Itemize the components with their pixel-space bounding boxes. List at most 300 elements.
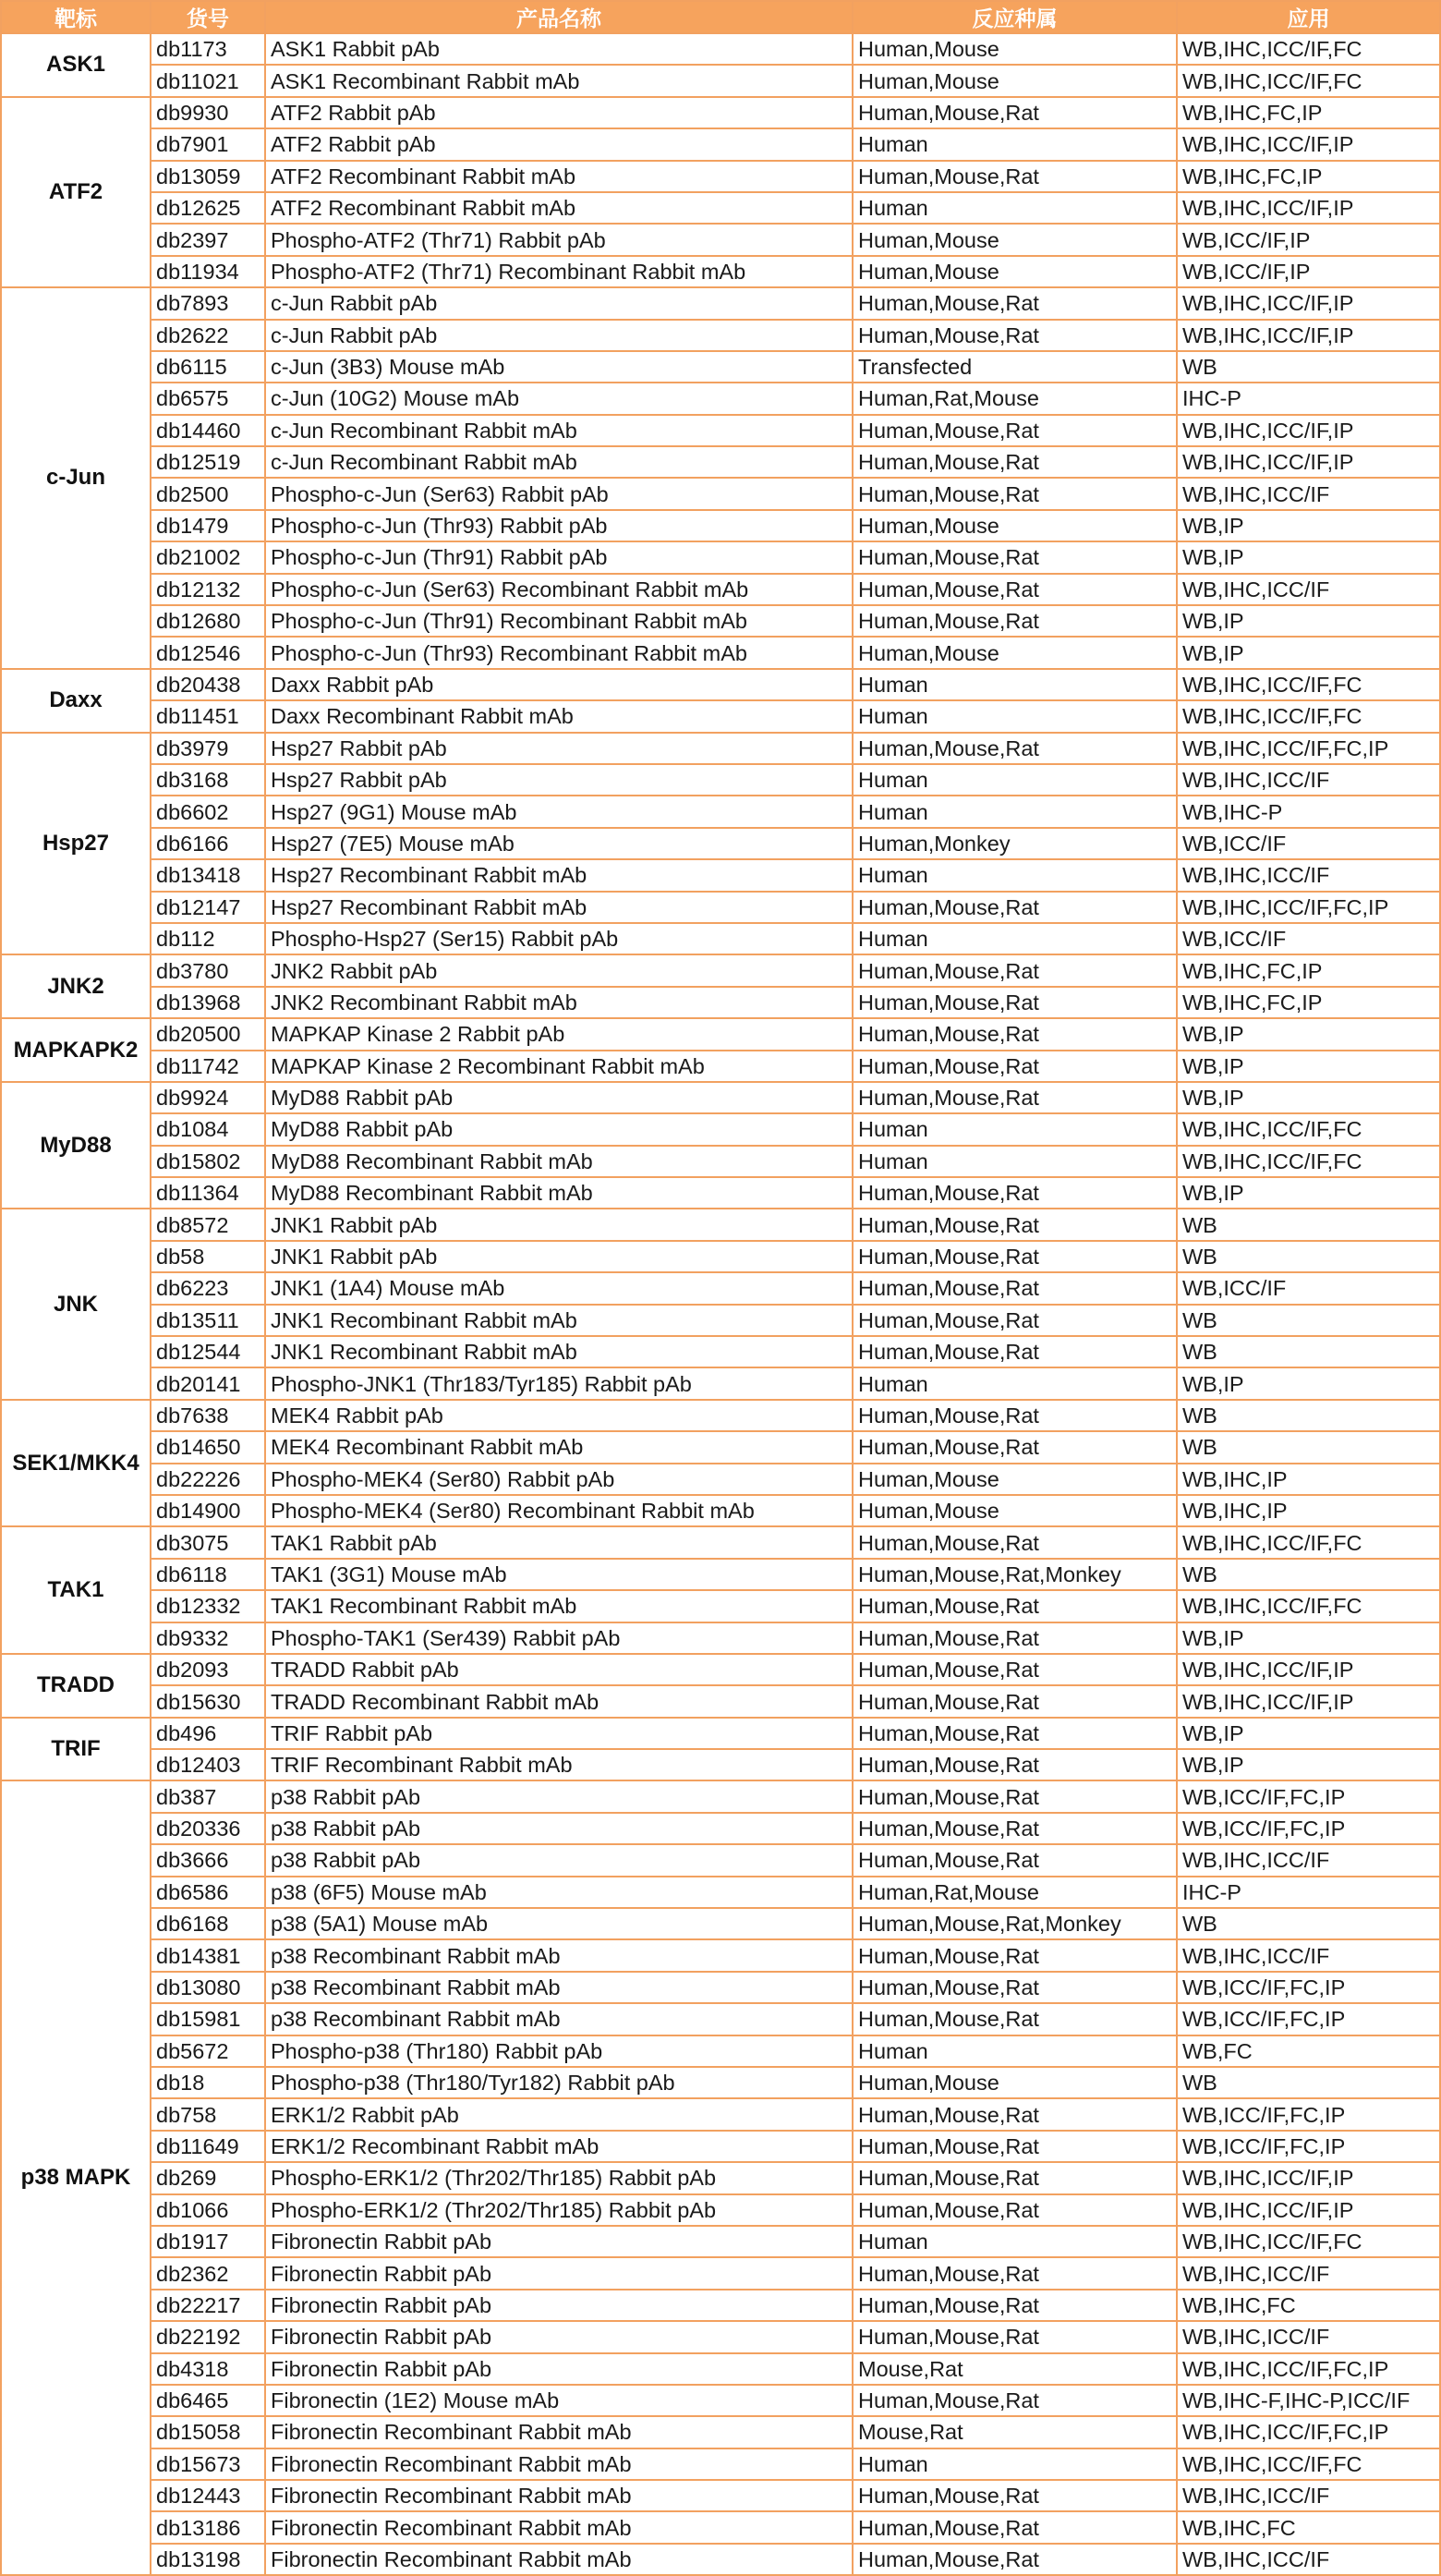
application-cell: WB,IHC,ICC/IF,IP bbox=[1177, 320, 1440, 351]
table-row bbox=[1, 859, 1440, 891]
product-name-cell: MAPKAP Kinase 2 Rabbit pAb bbox=[265, 1018, 853, 1050]
product-name-cell: MyD88 Recombinant Rabbit mAb bbox=[265, 1177, 853, 1209]
catalog-no-cell: db3780 bbox=[151, 954, 265, 986]
target-cell: TAK1 bbox=[1, 1526, 151, 1654]
catalog-no-cell: db13198 bbox=[151, 2544, 265, 2575]
reactivity-cell: Human,Mouse,Rat bbox=[853, 2162, 1177, 2193]
application-cell: WB bbox=[1177, 1241, 1440, 1272]
application-cell: WB,ICC/IF bbox=[1177, 923, 1440, 954]
catalog-no-cell: db11364 bbox=[151, 1177, 265, 1209]
header-application: 应用 bbox=[1177, 1, 1440, 33]
table-row bbox=[1, 1654, 1440, 1685]
product-name-cell: Fibronectin Rabbit pAb bbox=[265, 2226, 853, 2257]
application-cell: WB bbox=[1177, 1559, 1440, 1590]
product-name-cell: MAPKAP Kinase 2 Recombinant Rabbit mAb bbox=[265, 1051, 853, 1082]
catalog-no-cell: db13080 bbox=[151, 1972, 265, 2003]
application-cell: WB,IP bbox=[1177, 1718, 1440, 1749]
product-name-cell: JNK2 Recombinant Rabbit mAb bbox=[265, 987, 853, 1018]
product-name-cell: Fibronectin Recombinant Rabbit mAb bbox=[265, 2511, 853, 2543]
product-name-cell: TRIF Recombinant Rabbit mAb bbox=[265, 1749, 853, 1780]
product-name-cell: JNK1 Recombinant Rabbit mAb bbox=[265, 1305, 853, 1336]
table-row bbox=[1, 320, 1440, 351]
table-row bbox=[1, 541, 1440, 573]
application-cell: WB,IP bbox=[1177, 1051, 1440, 1082]
target-cell: ATF2 bbox=[1, 97, 151, 287]
application-cell: WB,IHC,ICC/IF,IP bbox=[1177, 2162, 1440, 2193]
table-row bbox=[1, 1718, 1440, 1749]
product-name-cell: Fibronectin Rabbit pAb bbox=[265, 2257, 853, 2289]
reactivity-cell: Human,Mouse bbox=[853, 1495, 1177, 1526]
header-target: 靶标 bbox=[1, 1, 151, 33]
table-row bbox=[1, 1559, 1440, 1590]
table-row bbox=[1, 1051, 1440, 1082]
catalog-no-cell: db3666 bbox=[151, 1844, 265, 1876]
header-product-name: 产品名称 bbox=[265, 1, 853, 33]
target-cell: MAPKAPK2 bbox=[1, 1018, 151, 1082]
catalog-no-cell: db14900 bbox=[151, 1495, 265, 1526]
reactivity-cell: Human,Mouse,Rat bbox=[853, 287, 1177, 319]
product-name-cell: Fibronectin Recombinant Rabbit mAb bbox=[265, 2416, 853, 2448]
application-cell: WB,IHC,ICC/IF,FC bbox=[1177, 33, 1440, 65]
target-cell: ASK1 bbox=[1, 33, 151, 97]
reactivity-cell: Human,Mouse,Rat bbox=[853, 2131, 1177, 2162]
application-cell: WB,ICC/IF,IP bbox=[1177, 256, 1440, 287]
application-cell: WB,IHC,FC bbox=[1177, 2290, 1440, 2321]
catalog-no-cell: db2622 bbox=[151, 320, 265, 351]
table-row bbox=[1, 97, 1440, 128]
table-row bbox=[1, 2067, 1440, 2098]
application-cell: WB,IP bbox=[1177, 1177, 1440, 1209]
table-row bbox=[1, 1367, 1440, 1399]
catalog-no-cell: db12132 bbox=[151, 574, 265, 605]
product-name-cell: Phospho-ERK1/2 (Thr202/Thr185) Rabbit pAb bbox=[265, 2194, 853, 2226]
table-row bbox=[1, 2416, 1440, 2448]
table-row bbox=[1, 351, 1440, 383]
application-cell: WB,IHC,FC,IP bbox=[1177, 161, 1440, 192]
reactivity-cell: Human,Mouse,Rat bbox=[853, 1526, 1177, 1558]
reactivity-cell: Human,Mouse,Rat bbox=[853, 1082, 1177, 1113]
reactivity-cell: Human,Mouse,Rat bbox=[853, 1590, 1177, 1622]
catalog-no-cell: db12546 bbox=[151, 637, 265, 668]
table-row bbox=[1, 2385, 1440, 2416]
reactivity-cell: Human,Mouse,Rat bbox=[853, 2003, 1177, 2035]
table-row bbox=[1, 415, 1440, 446]
catalog-no-cell: db387 bbox=[151, 1780, 265, 1812]
product-name-cell: ASK1 Rabbit pAb bbox=[265, 33, 853, 65]
table-row bbox=[1, 2544, 1440, 2575]
product-name-cell: p38 Recombinant Rabbit mAb bbox=[265, 1939, 853, 1971]
product-name-cell: c-Jun (3B3) Mouse mAb bbox=[265, 351, 853, 383]
application-cell: WB bbox=[1177, 2067, 1440, 2098]
application-cell: WB,IHC,ICC/IF bbox=[1177, 574, 1440, 605]
reactivity-cell: Human bbox=[853, 669, 1177, 700]
application-cell: WB,IP bbox=[1177, 1082, 1440, 1113]
application-cell: WB bbox=[1177, 1209, 1440, 1240]
catalog-no-cell: db15802 bbox=[151, 1146, 265, 1177]
table-row bbox=[1, 1464, 1440, 1495]
catalog-no-cell: db58 bbox=[151, 1241, 265, 1272]
reactivity-cell: Human,Mouse,Rat bbox=[853, 892, 1177, 923]
catalog-no-cell: db1917 bbox=[151, 2226, 265, 2257]
product-name-cell: Fibronectin (1E2) Mouse mAb bbox=[265, 2385, 853, 2416]
product-name-cell: c-Jun Recombinant Rabbit mAb bbox=[265, 415, 853, 446]
product-name-cell: Phospho-ERK1/2 (Thr202/Thr185) Rabbit pAb bbox=[265, 2162, 853, 2193]
product-name-cell: p38 Recombinant Rabbit mAb bbox=[265, 1972, 853, 2003]
catalog-no-cell: db1084 bbox=[151, 1113, 265, 1145]
catalog-no-cell: db20336 bbox=[151, 1813, 265, 1844]
catalog-no-cell: db2093 bbox=[151, 1654, 265, 1685]
table-row bbox=[1, 192, 1440, 224]
catalog-no-cell: db9924 bbox=[151, 1082, 265, 1113]
reactivity-cell: Human,Mouse,Rat bbox=[853, 1749, 1177, 1780]
application-cell: WB,IHC,ICC/IF,FC bbox=[1177, 700, 1440, 732]
reactivity-cell: Human,Mouse,Rat bbox=[853, 2544, 1177, 2575]
catalog-no-cell: db11934 bbox=[151, 256, 265, 287]
reactivity-cell: Human bbox=[853, 1146, 1177, 1177]
catalog-no-cell: db4318 bbox=[151, 2353, 265, 2385]
application-cell: WB,IP bbox=[1177, 1018, 1440, 1050]
catalog-no-cell: db7638 bbox=[151, 1400, 265, 1431]
catalog-no-cell: db12544 bbox=[151, 1336, 265, 1367]
table-row bbox=[1, 1622, 1440, 1654]
reactivity-cell: Human,Mouse,Rat bbox=[853, 1177, 1177, 1209]
application-cell: WB,ICC/IF,FC,IP bbox=[1177, 1813, 1440, 1844]
product-name-cell: c-Jun Rabbit pAb bbox=[265, 320, 853, 351]
product-name-cell: ASK1 Recombinant Rabbit mAb bbox=[265, 65, 853, 96]
application-cell: WB,IHC,FC,IP bbox=[1177, 97, 1440, 128]
product-name-cell: p38 Rabbit pAb bbox=[265, 1844, 853, 1876]
reactivity-cell: Human bbox=[853, 1113, 1177, 1145]
target-cell: c-Jun bbox=[1, 287, 151, 669]
application-cell: WB,IHC,FC,IP bbox=[1177, 954, 1440, 986]
product-name-cell: ATF2 Rabbit pAb bbox=[265, 128, 853, 160]
table-row bbox=[1, 446, 1440, 478]
product-name-cell: Phospho-MEK4 (Ser80) Recombinant Rabbit mAb bbox=[265, 1495, 853, 1526]
application-cell: WB,IHC,ICC/IF bbox=[1177, 2257, 1440, 2289]
target-cell: MyD88 bbox=[1, 1082, 151, 1209]
catalog-no-cell: db7901 bbox=[151, 128, 265, 160]
reactivity-cell: Human,Mouse bbox=[853, 2067, 1177, 2098]
application-cell: WB,IHC-F,IHC-P,ICC/IF bbox=[1177, 2385, 1440, 2416]
reactivity-cell: Human,Mouse,Rat bbox=[853, 1939, 1177, 1971]
table-row bbox=[1, 1908, 1440, 1939]
catalog-no-cell: db496 bbox=[151, 1718, 265, 1749]
table-row bbox=[1, 128, 1440, 160]
table-row bbox=[1, 1939, 1440, 1971]
table-row bbox=[1, 33, 1440, 65]
reactivity-cell: Transfected bbox=[853, 351, 1177, 383]
reactivity-cell: Human,Rat,Mouse bbox=[853, 1877, 1177, 1908]
product-name-cell: c-Jun Recombinant Rabbit mAb bbox=[265, 446, 853, 478]
catalog-no-cell: db12332 bbox=[151, 1590, 265, 1622]
application-cell: WB,ICC/IF,FC,IP bbox=[1177, 1972, 1440, 2003]
application-cell: WB,IHC,ICC/IF,IP bbox=[1177, 446, 1440, 478]
catalog-no-cell: db12443 bbox=[151, 2480, 265, 2511]
product-name-cell: Phospho-JNK1 (Thr183/Tyr185) Rabbit pAb bbox=[265, 1367, 853, 1399]
application-cell: WB,ICC/IF,FC,IP bbox=[1177, 2098, 1440, 2130]
product-name-cell: p38 (5A1) Mouse mAb bbox=[265, 1908, 853, 1939]
catalog-no-cell: db14650 bbox=[151, 1431, 265, 1463]
table-row bbox=[1, 224, 1440, 255]
table-row bbox=[1, 923, 1440, 954]
table-row bbox=[1, 2448, 1440, 2480]
product-name-cell: TRADD Recombinant Rabbit mAb bbox=[265, 1685, 853, 1717]
reactivity-cell: Human bbox=[853, 2448, 1177, 2480]
table-row bbox=[1, 605, 1440, 637]
application-cell: WB,IP bbox=[1177, 1367, 1440, 1399]
table-row bbox=[1, 1209, 1440, 1240]
product-name-cell: p38 (6F5) Mouse mAb bbox=[265, 1877, 853, 1908]
product-name-cell: MyD88 Recombinant Rabbit mAb bbox=[265, 1146, 853, 1177]
catalog-no-cell: db1066 bbox=[151, 2194, 265, 2226]
table-row bbox=[1, 1241, 1440, 1272]
catalog-no-cell: db6602 bbox=[151, 796, 265, 827]
table-row bbox=[1, 1177, 1440, 1209]
reactivity-cell: Human,Mouse,Rat bbox=[853, 2511, 1177, 2543]
catalog-no-cell: db15981 bbox=[151, 2003, 265, 2035]
reactivity-cell: Human,Mouse,Rat bbox=[853, 954, 1177, 986]
table-row bbox=[1, 1305, 1440, 1336]
reactivity-cell: Human bbox=[853, 796, 1177, 827]
catalog-no-cell: db6166 bbox=[151, 828, 265, 859]
catalog-no-cell: db3979 bbox=[151, 733, 265, 764]
product-name-cell: Hsp27 Recombinant Rabbit mAb bbox=[265, 859, 853, 891]
table-row bbox=[1, 764, 1440, 796]
catalog-no-cell: db13059 bbox=[151, 161, 265, 192]
application-cell: WB,IHC,ICC/IF,IP bbox=[1177, 2194, 1440, 2226]
reactivity-cell: Human,Mouse,Rat bbox=[853, 415, 1177, 446]
table-row bbox=[1, 2003, 1440, 2035]
application-cell: WB bbox=[1177, 1431, 1440, 1463]
catalog-no-cell: db13511 bbox=[151, 1305, 265, 1336]
product-name-cell: JNK1 (1A4) Mouse mAb bbox=[265, 1272, 853, 1304]
catalog-no-cell: db12680 bbox=[151, 605, 265, 637]
application-cell: WB,IHC,FC,IP bbox=[1177, 987, 1440, 1018]
product-name-cell: ERK1/2 Rabbit pAb bbox=[265, 2098, 853, 2130]
catalog-no-cell: db9930 bbox=[151, 97, 265, 128]
application-cell: WB,IP bbox=[1177, 510, 1440, 541]
application-cell: WB,IHC,ICC/IF bbox=[1177, 859, 1440, 891]
product-name-cell: JNK1 Recombinant Rabbit mAb bbox=[265, 1336, 853, 1367]
reactivity-cell: Human,Mouse,Rat bbox=[853, 161, 1177, 192]
reactivity-cell: Human,Mouse,Rat bbox=[853, 733, 1177, 764]
reactivity-cell: Human,Mouse,Rat bbox=[853, 2194, 1177, 2226]
product-name-cell: MyD88 Rabbit pAb bbox=[265, 1082, 853, 1113]
product-name-cell: Phospho-c-Jun (Ser63) Recombinant Rabbit mAb bbox=[265, 574, 853, 605]
reactivity-cell: Human,Mouse,Rat bbox=[853, 2290, 1177, 2321]
application-cell: WB,IHC,ICC/IF,IP bbox=[1177, 415, 1440, 446]
application-cell: WB,ICC/IF,FC,IP bbox=[1177, 1780, 1440, 1812]
reactivity-cell: Human,Mouse,Rat bbox=[853, 1718, 1177, 1749]
reactivity-cell: Human bbox=[853, 128, 1177, 160]
reactivity-cell: Human,Mouse bbox=[853, 33, 1177, 65]
product-name-cell: JNK2 Rabbit pAb bbox=[265, 954, 853, 986]
catalog-no-cell: db7893 bbox=[151, 287, 265, 319]
application-cell: WB bbox=[1177, 1908, 1440, 1939]
product-name-cell: Phospho-MEK4 (Ser80) Rabbit pAb bbox=[265, 1464, 853, 1495]
reactivity-cell: Human,Mouse,Rat bbox=[853, 1241, 1177, 1272]
reactivity-cell: Human,Mouse,Rat bbox=[853, 1400, 1177, 1431]
target-cell: JNK2 bbox=[1, 954, 151, 1018]
catalog-no-cell: db14381 bbox=[151, 1939, 265, 1971]
product-name-cell: TAK1 (3G1) Mouse mAb bbox=[265, 1559, 853, 1590]
reactivity-cell: Human,Mouse,Rat bbox=[853, 1209, 1177, 1240]
reactivity-cell: Human,Mouse,Rat bbox=[853, 446, 1177, 478]
product-name-cell: p38 Recombinant Rabbit mAb bbox=[265, 2003, 853, 2035]
application-cell: WB,IHC,ICC/IF bbox=[1177, 2321, 1440, 2352]
catalog-no-cell: db20438 bbox=[151, 669, 265, 700]
application-cell: WB,IHC,ICC/IF,FC bbox=[1177, 1590, 1440, 1622]
product-name-cell: Fibronectin Recombinant Rabbit mAb bbox=[265, 2448, 853, 2480]
catalog-no-cell: db2362 bbox=[151, 2257, 265, 2289]
product-name-cell: Phospho-p38 (Thr180) Rabbit pAb bbox=[265, 2035, 853, 2067]
application-cell: WB,IHC,ICC/IF,IP bbox=[1177, 1654, 1440, 1685]
table-row bbox=[1, 796, 1440, 827]
table-row bbox=[1, 637, 1440, 668]
reactivity-cell: Human,Rat,Mouse bbox=[853, 383, 1177, 414]
reactivity-cell: Human,Mouse,Rat bbox=[853, 2257, 1177, 2289]
table-row bbox=[1, 510, 1440, 541]
product-name-cell: TAK1 Rabbit pAb bbox=[265, 1526, 853, 1558]
reactivity-cell: Human,Mouse,Rat bbox=[853, 1685, 1177, 1717]
catalog-no-cell: db6118 bbox=[151, 1559, 265, 1590]
application-cell: WB,IHC,ICC/IF,IP bbox=[1177, 287, 1440, 319]
product-name-cell: p38 Rabbit pAb bbox=[265, 1780, 853, 1812]
application-cell: WB,IHC,FC bbox=[1177, 2511, 1440, 2543]
product-name-cell: TRADD Rabbit pAb bbox=[265, 1654, 853, 1685]
reactivity-cell: Human,Monkey bbox=[853, 828, 1177, 859]
table-row bbox=[1, 256, 1440, 287]
header-catalog-no: 货号 bbox=[151, 1, 265, 33]
reactivity-cell: Human,Mouse,Rat,Monkey bbox=[853, 1559, 1177, 1590]
target-cell: TRIF bbox=[1, 1718, 151, 1781]
reactivity-cell: Human,Mouse,Rat bbox=[853, 478, 1177, 509]
table-row bbox=[1, 669, 1440, 700]
application-cell: WB,IHC,ICC/IF,FC,IP bbox=[1177, 733, 1440, 764]
target-cell: TRADD bbox=[1, 1654, 151, 1718]
reactivity-cell: Human,Mouse,Rat bbox=[853, 1622, 1177, 1654]
catalog-no-cell: db12147 bbox=[151, 892, 265, 923]
product-name-cell: Hsp27 Rabbit pAb bbox=[265, 764, 853, 796]
table-row bbox=[1, 2162, 1440, 2193]
table-row bbox=[1, 65, 1440, 96]
catalog-no-cell: db11742 bbox=[151, 1051, 265, 1082]
catalog-no-cell: db13186 bbox=[151, 2511, 265, 2543]
catalog-no-cell: db11021 bbox=[151, 65, 265, 96]
product-name-cell: ATF2 Recombinant Rabbit mAb bbox=[265, 192, 853, 224]
product-name-cell: Phospho-c-Jun (Thr91) Rabbit pAb bbox=[265, 541, 853, 573]
application-cell: WB,IHC,ICC/IF,FC,IP bbox=[1177, 2416, 1440, 2448]
reactivity-cell: Human,Mouse bbox=[853, 1464, 1177, 1495]
catalog-no-cell: db112 bbox=[151, 923, 265, 954]
product-name-cell: Daxx Rabbit pAb bbox=[265, 669, 853, 700]
product-name-cell: JNK1 Rabbit pAb bbox=[265, 1241, 853, 1272]
catalog-no-cell: db3168 bbox=[151, 764, 265, 796]
catalog-no-cell: db15673 bbox=[151, 2448, 265, 2480]
table-row bbox=[1, 700, 1440, 732]
reactivity-cell: Human bbox=[853, 2035, 1177, 2067]
application-cell: WB,IHC,ICC/IF bbox=[1177, 1939, 1440, 1971]
catalog-no-cell: db12625 bbox=[151, 192, 265, 224]
table-row bbox=[1, 287, 1440, 319]
catalog-no-cell: db3075 bbox=[151, 1526, 265, 1558]
application-cell: WB,ICC/IF bbox=[1177, 828, 1440, 859]
application-cell: WB,IHC,ICC/IF,FC bbox=[1177, 65, 1440, 96]
table-row bbox=[1, 1813, 1440, 1844]
table-row bbox=[1, 2098, 1440, 2130]
product-name-cell: Phospho-c-Jun (Thr93) Rabbit pAb bbox=[265, 510, 853, 541]
application-cell: WB,IHC,ICC/IF,FC bbox=[1177, 1146, 1440, 1177]
product-name-cell: Phospho-TAK1 (Ser439) Rabbit pAb bbox=[265, 1622, 853, 1654]
application-cell: IHC-P bbox=[1177, 383, 1440, 414]
catalog-no-cell: db14460 bbox=[151, 415, 265, 446]
product-name-cell: Hsp27 (9G1) Mouse mAb bbox=[265, 796, 853, 827]
catalog-no-cell: db1479 bbox=[151, 510, 265, 541]
application-cell: WB,ICC/IF,FC,IP bbox=[1177, 2003, 1440, 2035]
application-cell: WB bbox=[1177, 1400, 1440, 1431]
reactivity-cell: Human bbox=[853, 192, 1177, 224]
catalog-no-cell: db9332 bbox=[151, 1622, 265, 1654]
catalog-no-cell: db269 bbox=[151, 2162, 265, 2193]
table-row bbox=[1, 1113, 1440, 1145]
product-name-cell: MEK4 Rabbit pAb bbox=[265, 1400, 853, 1431]
reactivity-cell: Human,Mouse,Rat bbox=[853, 1972, 1177, 2003]
table-row bbox=[1, 1749, 1440, 1780]
application-cell: WB,IP bbox=[1177, 1749, 1440, 1780]
application-cell: WB bbox=[1177, 351, 1440, 383]
table-row bbox=[1, 478, 1440, 509]
table-row bbox=[1, 1495, 1440, 1526]
reactivity-cell: Human,Mouse,Rat bbox=[853, 1305, 1177, 1336]
product-name-cell: Phospho-p38 (Thr180/Tyr182) Rabbit pAb bbox=[265, 2067, 853, 2098]
table-row bbox=[1, 987, 1440, 1018]
catalog-no-cell: db13418 bbox=[151, 859, 265, 891]
application-cell: WB,IHC,ICC/IF bbox=[1177, 1844, 1440, 1876]
table-row bbox=[1, 1685, 1440, 1717]
application-cell: WB,IHC,ICC/IF,FC bbox=[1177, 669, 1440, 700]
target-cell: p38 MAPK bbox=[1, 1780, 151, 2575]
reactivity-cell: Human bbox=[853, 923, 1177, 954]
application-cell: WB,IHC,ICC/IF,FC bbox=[1177, 2448, 1440, 2480]
header-row bbox=[1, 1, 1440, 33]
table-row bbox=[1, 2480, 1440, 2511]
target-cell: SEK1/MKK4 bbox=[1, 1400, 151, 1527]
catalog-no-cell: db6575 bbox=[151, 383, 265, 414]
reactivity-cell: Mouse,Rat bbox=[853, 2353, 1177, 2385]
application-cell: WB,IHC,IP bbox=[1177, 1495, 1440, 1526]
product-name-cell: Phospho-Hsp27 (Ser15) Rabbit pAb bbox=[265, 923, 853, 954]
application-cell: WB,IHC,ICC/IF,IP bbox=[1177, 1685, 1440, 1717]
catalog-no-cell: db15630 bbox=[151, 1685, 265, 1717]
table-row bbox=[1, 2321, 1440, 2352]
table-row bbox=[1, 828, 1440, 859]
application-cell: WB,IHC,ICC/IF,FC bbox=[1177, 1113, 1440, 1145]
catalog-no-cell: db6115 bbox=[151, 351, 265, 383]
product-name-cell: Fibronectin Rabbit pAb bbox=[265, 2290, 853, 2321]
reactivity-cell: Mouse,Rat bbox=[853, 2416, 1177, 2448]
product-name-cell: c-Jun Rabbit pAb bbox=[265, 287, 853, 319]
product-name-cell: JNK1 Rabbit pAb bbox=[265, 1209, 853, 1240]
application-cell: WB,IHC,ICC/IF bbox=[1177, 764, 1440, 796]
target-cell: Hsp27 bbox=[1, 733, 151, 955]
catalog-no-cell: db15058 bbox=[151, 2416, 265, 2448]
product-name-cell: MyD88 Rabbit pAb bbox=[265, 1113, 853, 1145]
product-name-cell: TRIF Rabbit pAb bbox=[265, 1718, 853, 1749]
reactivity-cell: Human,Mouse,Rat bbox=[853, 1272, 1177, 1304]
reactivity-cell: Human,Mouse,Rat bbox=[853, 1780, 1177, 1812]
catalog-no-cell: db2397 bbox=[151, 224, 265, 255]
table-row bbox=[1, 161, 1440, 192]
